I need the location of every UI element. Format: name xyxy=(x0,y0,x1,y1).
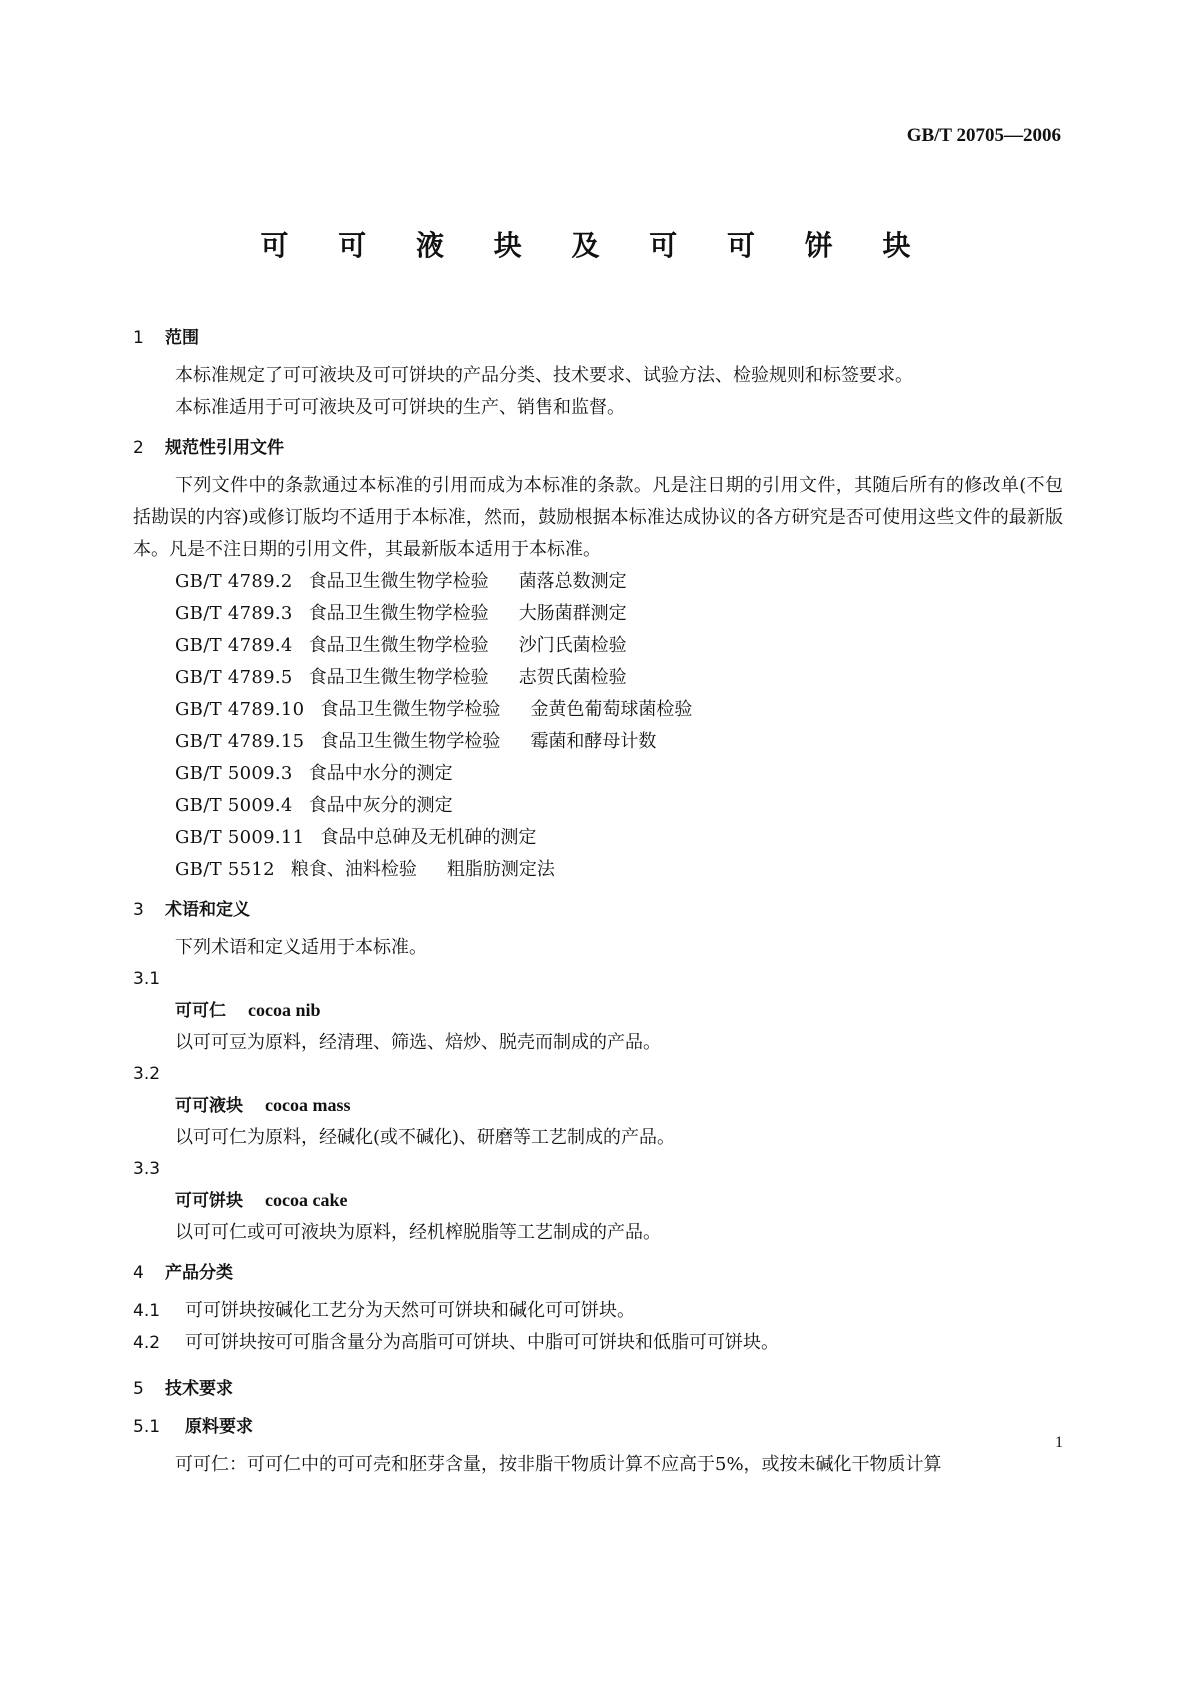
reference-name: 食品卫生微生物学检验 xyxy=(308,635,489,656)
term-number: 3.1 xyxy=(133,969,161,989)
reference-subtitle: 霉菌和酵母计数 xyxy=(530,731,657,752)
paragraph: 本标准规定了可可液块及可可饼块的产品分类、技术要求、试验方法、检验规则和标签要求。 xyxy=(175,365,913,386)
term-definition: 以可可仁为原料，经碱化(或不碱化)、研磨等工艺制成的产品。 xyxy=(175,1127,676,1148)
reference-code: GB/T 4789.3 xyxy=(175,603,293,624)
subsection-title: 原料要求 xyxy=(185,1417,253,1437)
reference-code: GB/T 5512 xyxy=(175,859,275,880)
term-english: cocoa nib xyxy=(248,1000,321,1020)
page-number: 1 xyxy=(1055,1434,1063,1451)
reference-name: 食品卫生微生物学检验 xyxy=(308,571,489,592)
reference-name: 食品中灰分的测定 xyxy=(308,795,453,816)
reference-subtitle: 粗脂肪测定法 xyxy=(446,859,555,880)
reference-name: 粮食、油料检验 xyxy=(290,859,417,880)
section-3-heading xyxy=(133,894,1063,926)
reference-code: GB/T 5009.4 xyxy=(175,795,293,816)
document-title: 可 可 液 块 及 可 可 饼 块 xyxy=(260,229,931,262)
term-definition: 以可可仁或可可液块为原料，经机榨脱脂等工艺制成的产品。 xyxy=(175,1222,661,1243)
reference-name: 食品卫生微生物学检验 xyxy=(320,699,501,720)
clause-number: 4.1 xyxy=(133,1301,161,1321)
reference-item xyxy=(133,566,1063,598)
section-2-heading xyxy=(133,432,1063,464)
paragraph: 下列文件中的条款通过本标准的引用而成为本标准的条款。凡是注日期的引用文件，其随后所有的修改单(不包括勘误的内容)或修订版均不适用于本标准，然而，鼓励根据本标准达成协议的各方研究是否可使用这些文件的最新版本。凡是不注日期的引用文件，其最新版本适用于本标准。 xyxy=(133,475,1063,560)
term-entry xyxy=(133,1089,1063,1122)
section-title: 技术要求 xyxy=(165,1379,233,1399)
reference-name: 食品中水分的测定 xyxy=(308,763,453,784)
section-4-heading xyxy=(133,1257,1063,1289)
term-english: cocoa cake xyxy=(265,1190,348,1210)
standard-code: GB/T 20705—2006 xyxy=(906,125,1061,146)
reference-code: GB/T 4789.15 xyxy=(175,731,305,752)
section-number: 3 xyxy=(133,900,144,920)
reference-name: 食品卫生微生物学检验 xyxy=(308,667,489,688)
section-number: 1 xyxy=(133,328,144,348)
reference-code: GB/T 4789.4 xyxy=(175,635,293,656)
section-5-heading xyxy=(133,1373,1063,1405)
term-chinese: 可可液块 xyxy=(175,1096,243,1116)
term-definition: 以可可豆为原料，经清理、筛选、焙炒、脱壳而制成的产品。 xyxy=(175,1032,661,1053)
reference-code: GB/T 4789.2 xyxy=(175,571,293,592)
reference-name: 食品中总砷及无机砷的测定 xyxy=(320,827,537,848)
clause-number: 4.2 xyxy=(133,1333,161,1353)
term-number: 3.3 xyxy=(133,1159,161,1179)
section-title: 术语和定义 xyxy=(165,900,250,920)
term-chinese: 可可仁 xyxy=(175,1001,226,1021)
reference-code: GB/T 5009.3 xyxy=(175,763,293,784)
reference-code: GB/T 4789.10 xyxy=(175,699,305,720)
document-body xyxy=(133,322,1063,1481)
section-number: 5 xyxy=(133,1379,144,1399)
subsection-number: 5.1 xyxy=(133,1417,161,1437)
reference-subtitle: 志贺氏菌检验 xyxy=(518,667,627,688)
reference-code: GB/T 4789.5 xyxy=(175,667,293,688)
clause-text: 可可饼块按碱化工艺分为天然可可饼块和碱化可可饼块。 xyxy=(185,1300,635,1321)
reference-item xyxy=(133,790,1063,822)
paragraph: 可可仁：可可仁中的可可壳和胚芽含量，按非脂干物质计算不应高于5%，或按未碱化干物质计算 xyxy=(175,1454,942,1475)
reference-subtitle: 大肠菌群测定 xyxy=(518,603,627,624)
paragraph: 本标准适用于可可液块及可可饼块的生产、销售和监督。 xyxy=(175,397,625,418)
subsection-5-1-heading xyxy=(133,1411,1063,1443)
section-1-heading xyxy=(133,322,1063,354)
reference-item xyxy=(133,822,1063,854)
reference-name: 食品卫生微生物学检验 xyxy=(308,603,489,624)
classification-item xyxy=(133,1327,1063,1359)
reference-item xyxy=(133,694,1063,726)
section-number: 4 xyxy=(133,1263,144,1283)
classification-item xyxy=(133,1295,1063,1327)
reference-item xyxy=(133,662,1063,694)
reference-name: 食品卫生微生物学检验 xyxy=(320,731,501,752)
clause-text: 可可饼块按可可脂含量分为高脂可可饼块、中脂可可饼块和低脂可可饼块。 xyxy=(185,1332,779,1353)
section-title: 范围 xyxy=(165,328,199,348)
section-number: 2 xyxy=(133,438,144,458)
term-number: 3.2 xyxy=(133,1064,161,1084)
term-entry xyxy=(133,994,1063,1027)
section-title: 产品分类 xyxy=(165,1263,233,1283)
reference-item xyxy=(133,598,1063,630)
reference-subtitle: 菌落总数测定 xyxy=(518,571,627,592)
reference-item xyxy=(133,854,1063,886)
reference-subtitle: 沙门氏菌检验 xyxy=(518,635,627,656)
reference-item xyxy=(133,726,1063,758)
term-entry xyxy=(133,1184,1063,1217)
reference-code: GB/T 5009.11 xyxy=(175,827,305,848)
section-title: 规范性引用文件 xyxy=(165,438,284,458)
term-chinese: 可可饼块 xyxy=(175,1191,243,1211)
paragraph: 下列术语和定义适用于本标准。 xyxy=(175,937,427,958)
term-english: cocoa mass xyxy=(265,1095,351,1115)
reference-item xyxy=(133,630,1063,662)
reference-item xyxy=(133,758,1063,790)
reference-subtitle: 金黄色葡萄球菌检验 xyxy=(530,699,693,720)
